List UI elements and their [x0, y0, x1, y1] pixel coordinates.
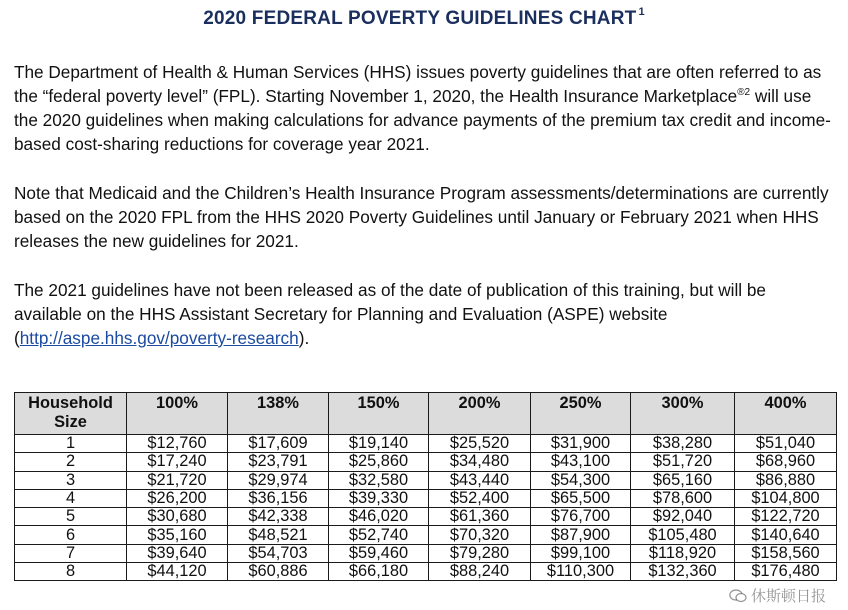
income-cell: $70,320: [429, 526, 531, 544]
income-cell: $122,720: [735, 508, 837, 526]
income-cell: $44,120: [127, 563, 228, 581]
table-row: [15, 526, 837, 544]
header-fpl-100: 100%: [127, 393, 228, 435]
income-cell: $23,791: [228, 453, 329, 471]
household-size-cell: 6: [15, 526, 127, 544]
household-size-cell: 8: [15, 563, 127, 581]
income-cell: $54,703: [228, 544, 329, 562]
page-title: 2020 FEDERAL POVERTY GUIDELINES CHART $^1$: [203, 6, 645, 29]
income-cell: $92,040: [631, 508, 735, 526]
header-fpl-200: 200%: [429, 393, 531, 435]
income-cell: $99,100: [531, 544, 631, 562]
income-cell: $59,460: [329, 544, 429, 562]
income-cell: $29,974: [228, 471, 329, 489]
table-row: [15, 489, 837, 507]
income-cell: $43,440: [429, 471, 531, 489]
household-size-cell: 2: [15, 453, 127, 471]
income-cell: $31,900: [531, 435, 631, 453]
income-cell: $65,500: [531, 489, 631, 507]
title-footnote: 1: [638, 6, 645, 18]
income-cell: $68,960: [735, 453, 837, 471]
income-cell: $34,480: [429, 453, 531, 471]
income-cell: $52,740: [329, 526, 429, 544]
table-row: [15, 435, 837, 453]
guidelines-release-paragraph: The 2021 guidelines have not been released as of the date of publication of this training, but will be available on the HHS Assistant Secretary for Planning and Evaluation (ASPE) website (http://aspe.hhs.gov/poverty-research).: [14, 280, 766, 348]
income-cell: $38,280: [631, 435, 735, 453]
header-fpl-400: 400%: [735, 393, 837, 435]
income-cell: $42,338: [228, 508, 329, 526]
income-cell: $118,920: [631, 544, 735, 562]
income-cell: $30,680: [127, 508, 228, 526]
table-row: [15, 508, 837, 526]
aspe-poverty-research-link[interactable]: http://aspe.hhs.gov/poverty-research: [19, 328, 299, 348]
income-cell: $158,560: [735, 544, 837, 562]
income-cell: $104,800: [735, 489, 837, 507]
income-cell: $25,860: [329, 453, 429, 471]
header-fpl-150: 150%: [329, 393, 429, 435]
table-header-row: [15, 393, 837, 435]
medicaid-note-paragraph: Note that Medicaid and the Children’s Health Insurance Program assessments/determinations are currently based on the 2020 FPL from the HHS 2020 Poverty Guidelines until January or February 2021 when HHS releases the new guidelines for 2021.: [14, 183, 829, 251]
income-cell: $105,480: [631, 526, 735, 544]
household-size-cell: 5: [15, 508, 127, 526]
income-cell: $43,100: [531, 453, 631, 471]
income-cell: $110,300: [531, 563, 631, 581]
income-cell: $65,160: [631, 471, 735, 489]
income-cell: $61,360: [429, 508, 531, 526]
income-cell: $39,640: [127, 544, 228, 562]
header-fpl-300: 300%: [631, 393, 735, 435]
income-cell: $36,156: [228, 489, 329, 507]
table-row: [15, 544, 837, 562]
income-cell: $54,300: [531, 471, 631, 489]
marketplace-footnote: ®2: [737, 87, 751, 98]
income-cell: $176,480: [735, 563, 837, 581]
header-fpl-138: 138%: [228, 393, 329, 435]
table-row: [15, 471, 837, 489]
income-cell: $26,200: [127, 489, 228, 507]
household-size-cell: 7: [15, 544, 127, 562]
table-row: [15, 453, 837, 471]
wechat-icon: [729, 589, 747, 603]
income-cell: $46,020: [329, 508, 429, 526]
header-fpl-250: 250%: [531, 393, 631, 435]
income-cell: $86,880: [735, 471, 837, 489]
income-cell: $17,240: [127, 453, 228, 471]
watermark: 休斯顿日报: [729, 585, 826, 606]
income-cell: $76,700: [531, 508, 631, 526]
income-cell: $132,360: [631, 563, 735, 581]
table-row: [15, 563, 837, 581]
household-size-cell: 4: [15, 489, 127, 507]
income-cell: $88,240: [429, 563, 531, 581]
income-cell: $48,521: [228, 526, 329, 544]
income-cell: $52,400: [429, 489, 531, 507]
income-cell: $66,180: [329, 563, 429, 581]
income-cell: $39,330: [329, 489, 429, 507]
income-cell: $51,720: [631, 453, 735, 471]
income-cell: $19,140: [329, 435, 429, 453]
income-cell: $32,580: [329, 471, 429, 489]
income-cell: $12,760: [127, 435, 228, 453]
household-size-cell: 3: [15, 471, 127, 489]
income-cell: $87,900: [531, 526, 631, 544]
income-cell: $17,609: [228, 435, 329, 453]
income-cell: $51,040: [735, 435, 837, 453]
income-cell: $78,600: [631, 489, 735, 507]
header-household-size: Household Size: [15, 393, 127, 435]
intro-paragraph: The Department of Health & Human Services (HHS) issues poverty guidelines that are often referred to as the “federal poverty level” (FPL). Starting November 1, 2020, the Health Insurance Marketplace$^{®2}$ will use the 2020 guidelines when making calculations for advance payments of the premium tax credit and income-based cost-sharing reductions for coverage year 2021.: [14, 62, 831, 154]
income-cell: $21,720: [127, 471, 228, 489]
income-cell: $140,640: [735, 526, 837, 544]
poverty-guidelines-table: [14, 392, 837, 581]
household-size-cell: 1: [15, 435, 127, 453]
income-cell: $60,886: [228, 563, 329, 581]
income-cell: $35,160: [127, 526, 228, 544]
income-cell: $79,280: [429, 544, 531, 562]
income-cell: $25,520: [429, 435, 531, 453]
